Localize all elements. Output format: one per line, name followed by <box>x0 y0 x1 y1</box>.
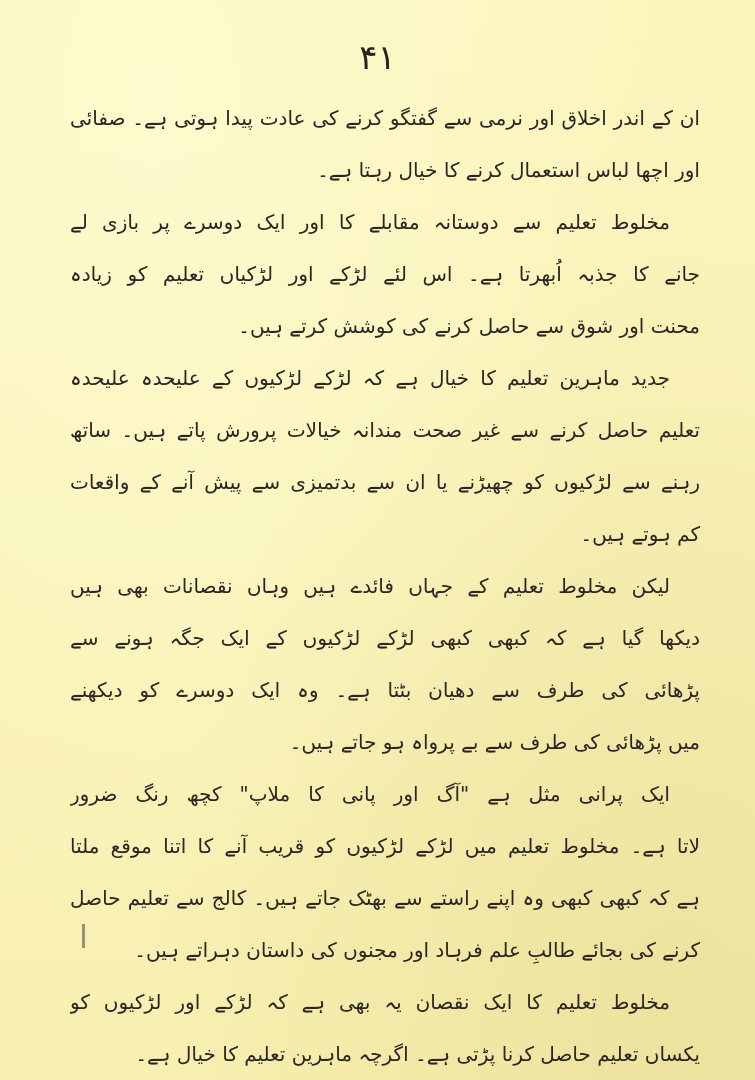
text-line: یکساں تعلیم حاصل کرنا پڑتی ہے۔ اگرچہ ماہرین تعلیم کا خیال ہے۔ <box>135 1042 700 1066</box>
text-line: مخلوط تعلیم کا ایک نقصان یہ بھی ہے کہ لڑکے اور لڑکیوں کو <box>70 990 670 1014</box>
text-line: رہنے سے لڑکیوں کو چھیڑنے یا ان سے بدتمیزی سے پیش آنے کے واقعات <box>70 470 700 494</box>
text-line: تعلیم حاصل کرنے سے غیر صحت مندانہ خیالات پرورش پاتے ہیں۔ ساتھ <box>70 418 700 442</box>
text-line: دیکھا گیا ہے کہ کبھی کبھی لڑکے لڑکیوں کے ایک جگہ ہونے سے <box>70 626 700 650</box>
text-line: ایک پرانی مثل ہے "آگ اور پانی کا ملاپ" کچھ رنگ ضرور <box>70 782 670 806</box>
text-line: جدید ماہرین تعلیم کا خیال ہے کہ لڑکے لڑکیوں کے علیحدہ علیحدہ <box>70 366 670 390</box>
text-line: لیکن مخلوط تعلیم کے جہاں فائدے ہیں وہاں نقصانات بھی ہیں <box>70 574 670 598</box>
text-line: مخلوط تعلیم سے دوستانہ مقابلے کا اور ایک دوسرے پر بازی لے <box>70 210 670 234</box>
page-number: ۴۱ <box>359 38 396 78</box>
text-line: اور اچھا لباس استعمال کرنے کا خیال رہتا ہے۔ <box>317 158 700 182</box>
text-line: محنت اور شوق سے حاصل کرنے کی کوشش کرتے ہیں۔ <box>238 314 700 338</box>
text-line: ان کے اندر اخلاق اور نرمی سے گفتگو کرنے کی عادت پیدا ہوتی ہے۔ صفائی <box>70 106 700 130</box>
text-line: لاتا ہے۔ مخلوط تعلیم میں لڑکے لڑکیوں کو قریب آنے کا اتنا موقع ملتا <box>70 834 700 858</box>
body-text <box>70 92 700 1080</box>
text-line: جانے کا جذبہ اُبھرتا ہے۔ اس لئے لڑکے اور لڑکیاں تعلیم کو زیادہ <box>70 262 700 286</box>
text-line: پڑھائی کی طرف سے دھیان بٹتا ہے۔ وہ ایک دوسرے کو دیکھنے <box>70 678 700 702</box>
margin-pencil-mark <box>82 924 85 948</box>
text-line: میں پڑھائی کی طرف سے بے پرواہ ہو جاتے ہیں۔ <box>289 730 700 754</box>
text-line: کم ہوتے ہیں۔ <box>580 522 700 546</box>
text-line: ہے کہ کبھی کبھی وہ اپنے راستے سے بھٹک جاتے ہیں۔ کالج سے تعلیم حاصل <box>70 886 700 910</box>
text-line: کرنے کی بجائے طالبِ علم فرہاد اور مجنوں کی داستان دہراتے ہیں۔ <box>134 938 700 962</box>
